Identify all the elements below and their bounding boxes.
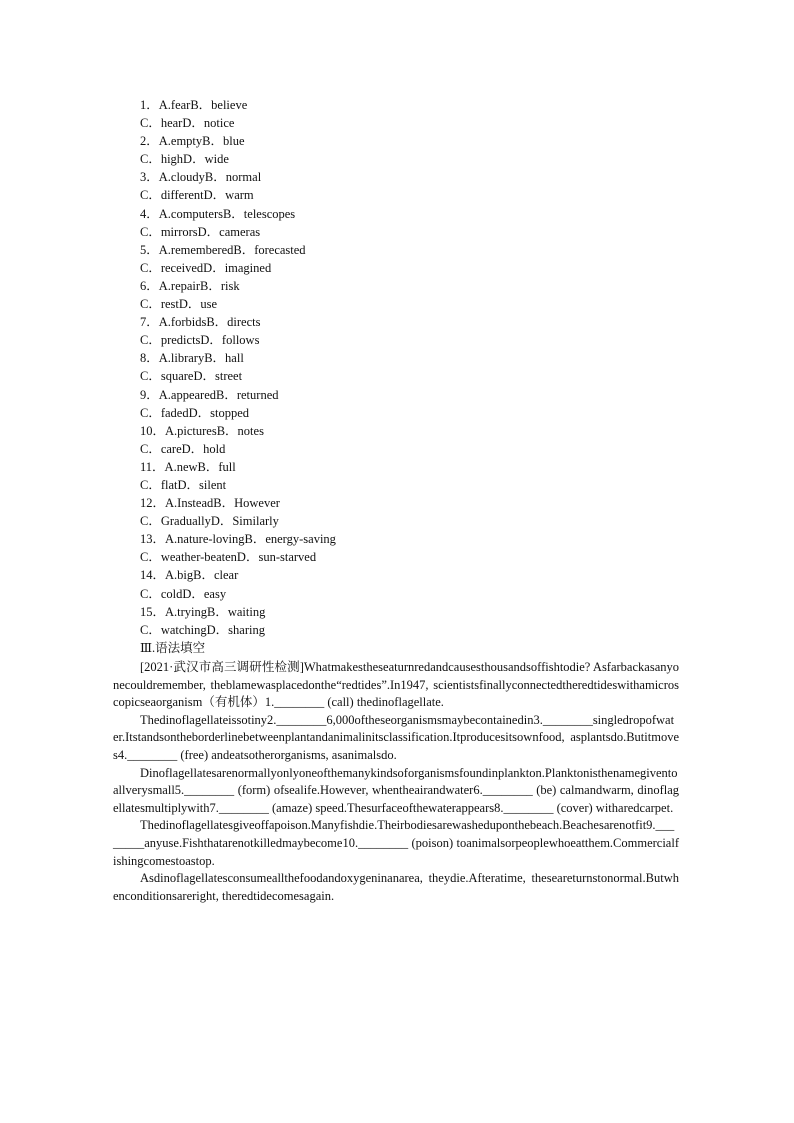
choice-line: 12．A.InsteadB．However (140, 496, 280, 511)
choice-line: C．mirrorsD．cameras (140, 224, 261, 239)
choice-line: C．fadedD．stopped (140, 405, 250, 420)
choice-line: 11．A.newB．full (140, 459, 236, 474)
choice-line: C．receivedD．imagined (140, 260, 272, 275)
passage-paragraph: Dinoflagellatesarenormallyonlyoneofthemanykindsoforganismsfoundinplankton.Planktonisthenamegiventoallverysmall5.________ (form) ofsealife.However, whentheairandwater6.________ (be) calmandwarm, dinoflagellatesmultiplywith7.________ (amaze) speed.Thesurfaceofthewaterappears8.________ (cover) witharedcarpet. (113, 765, 679, 815)
passage-paragraph: Thedinoflagellatesgiveoffapoison.Manyfishdie.Theirbodiesarewasheduponthebeach.Beachesarenotfit9.________anyuse.Fishthatarenotkilledmaybecome10.________ (poison) toanimalsorpeoplewhoeatthem.Commercialfishingcomestoastop. (113, 818, 679, 868)
choice-line: 6．A.repairB．risk (140, 278, 240, 293)
choice-line: C．coldD．easy (140, 586, 227, 601)
choice-line: C．weather-beatenD．sun-starved (140, 550, 317, 565)
choice-line: C．differentD．warm (140, 188, 254, 203)
choice-line: C．hearD．notice (140, 116, 235, 131)
choice-line: C．predictsD．follows (140, 333, 260, 348)
choice-line: 14．A.bigB．clear (140, 568, 239, 583)
choice-line: 9．A.appearedB．returned (140, 387, 279, 402)
choice-line: 15．A.tryingB．waiting (140, 604, 266, 619)
grammar-passage (113, 659, 679, 905)
choice-line: 4．A.computersB．telescopes (140, 206, 296, 221)
choice-list (140, 96, 540, 639)
choice-line: 10．A.picturesB．notes (140, 423, 264, 438)
choice-line: C．restD．use (140, 297, 218, 312)
choice-line: 3．A.cloudyB．normal (140, 170, 262, 185)
passage-paragraph: Thedinoflagellateissotiny2.________6,000oftheseorganismsmaybecontainedin3.________singledropofwater.Itstandsontheborderlinebetweenplantandanimalinitsclassification.Itproducesitsownfood, asplantsdo.Butitmoves4.________ (free) andeatsotherorganisms, asanimalsdo. (113, 712, 679, 762)
choice-line: 8．A.libraryB．hall (140, 351, 244, 366)
choice-line: C．squareD．street (140, 369, 243, 384)
passage-paragraph: [2021·武汉市高三调研性检测]Whatmakestheseaturnredandcausesthousandsoffishtodie? Asfarbackasanyonecouldremember, theblamewasplacedonthe“redtides”.In1947, scientistsfinallyconnectedtheredtideswithamicroscopicseaorganism（有机体）1.________ (call) thedinoflagellate. (113, 660, 679, 710)
choice-line: 5．A.rememberedB．forecasted (140, 242, 306, 257)
choice-line: 2．A.emptyB．blue (140, 134, 245, 149)
choice-line: C．GraduallyD．Similarly (140, 514, 279, 529)
choice-line: 1．A.fearB．believe (140, 98, 248, 112)
choice-line: C．flatD．silent (140, 477, 227, 492)
section-heading: Ⅲ.语法填空 (140, 641, 206, 655)
passage-paragraph: Asdinoflagellatesconsumeallthefoodandoxygeninanarea, theydie.Afteratime, theseareturnstonormal.Butwhenconditionsareright, theredtidecomesagain. (113, 871, 679, 903)
choice-line: C．watchingD．sharing (140, 622, 265, 637)
choice-line: C．highD．wide (140, 152, 229, 167)
choice-line: 7．A.forbidsB．directs (140, 315, 261, 330)
choice-line: 13．A.nature-lovingB．energy-saving (140, 532, 336, 547)
choice-line: C．careD．hold (140, 441, 226, 456)
